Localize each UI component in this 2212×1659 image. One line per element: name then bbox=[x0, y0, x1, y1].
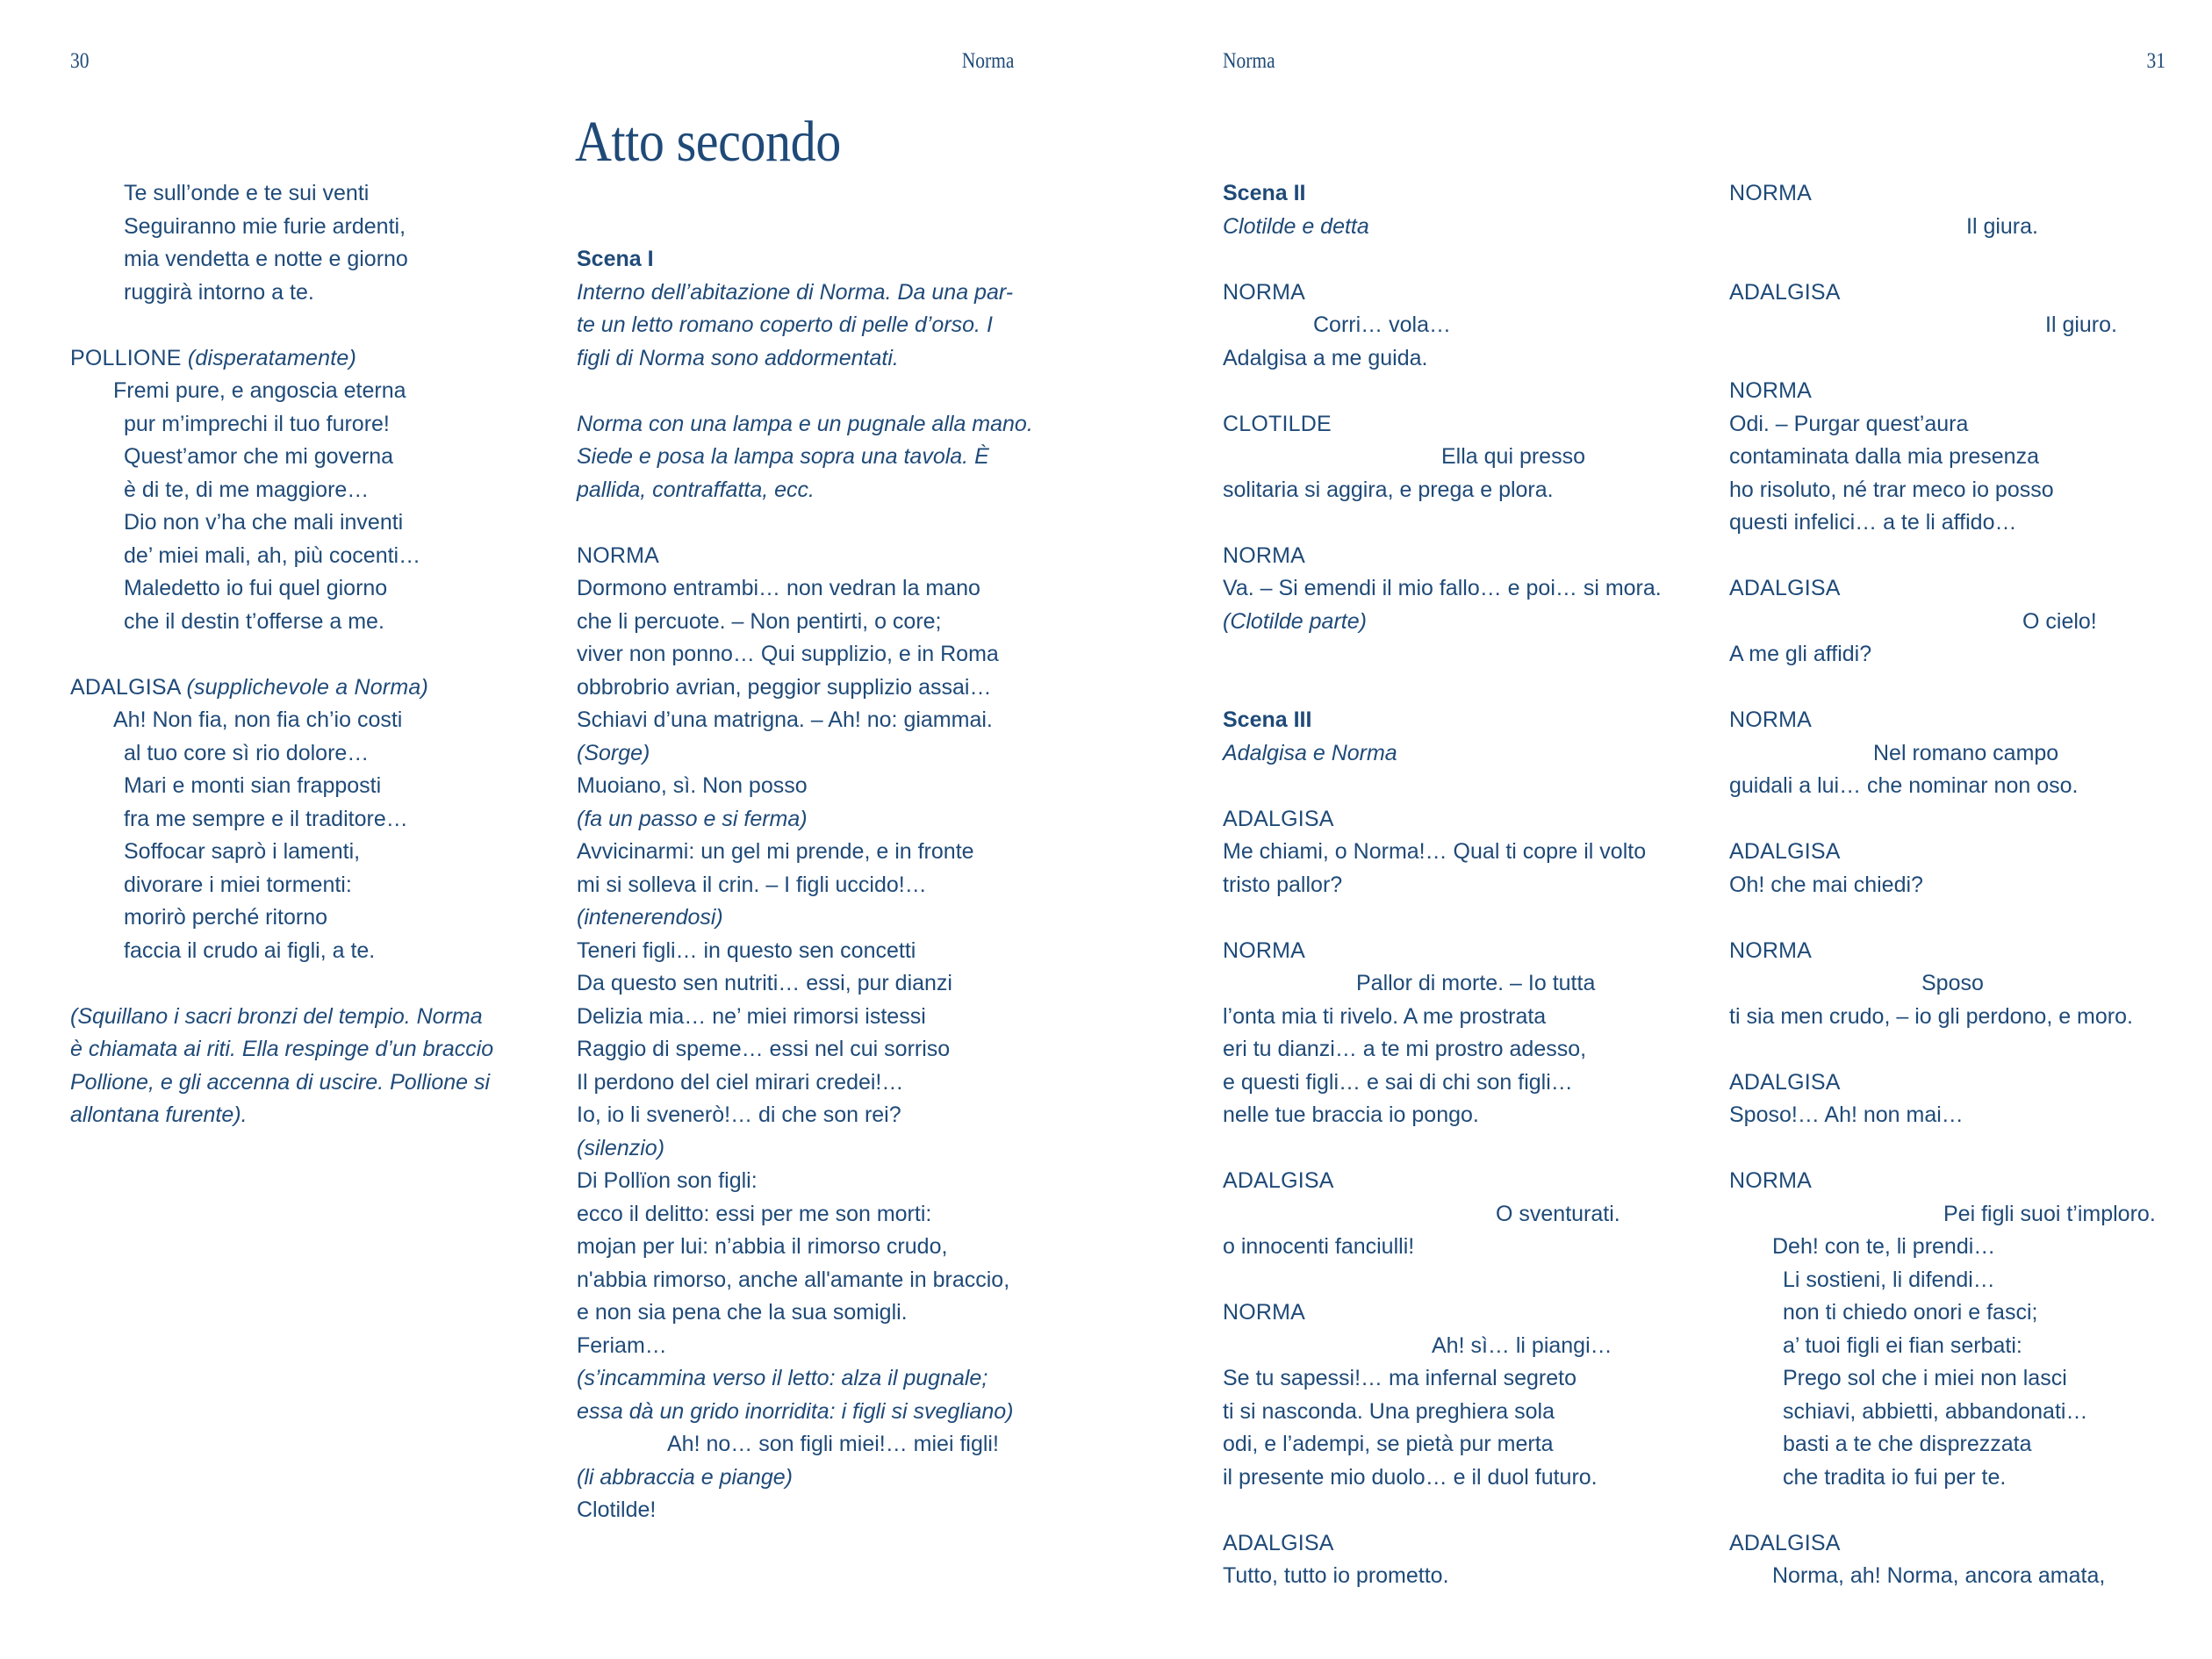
blank-line bbox=[1729, 1033, 2203, 1066]
verse-line: Clotilde! bbox=[577, 1497, 657, 1522]
speaker-label: POLLIONE bbox=[70, 345, 182, 370]
speaker-label: NORMA bbox=[1223, 279, 1306, 305]
verse-line: morirò perché ritorno bbox=[124, 905, 328, 930]
blank-line bbox=[70, 309, 527, 342]
speaker-name bbox=[1729, 375, 2203, 408]
blank-line bbox=[1729, 342, 2203, 376]
verse-line: Oh! che mai chiedi? bbox=[1729, 872, 1923, 897]
blank-line bbox=[1223, 506, 1697, 540]
text-column-4 bbox=[1729, 177, 2203, 1593]
blank-line bbox=[1223, 243, 1697, 276]
blank-line bbox=[1223, 1494, 1697, 1527]
verse-line: è di te, di me maggiore… bbox=[124, 477, 370, 502]
speaker-label: ADALGISA bbox=[1223, 806, 1334, 831]
stage-direction: è chiamata ai riti. Ella respinge d’un braccio bbox=[70, 1037, 494, 1061]
speaker-name bbox=[1223, 1527, 1697, 1561]
stage-direction: Pollione, e gli accenna di uscire. Pollione si bbox=[70, 1069, 491, 1095]
verse-line: Dormono entrambi… non vedran la mano bbox=[577, 576, 980, 600]
verse-line: Deh! con te, li prendi… bbox=[1772, 1234, 1996, 1259]
verse-line: eri tu dianzi… a te mi prostro adesso, bbox=[1223, 1037, 1587, 1061]
speaker-label: ADALGISA bbox=[70, 674, 181, 700]
speaker-label: ADALGISA bbox=[1729, 576, 1841, 600]
text-column-3 bbox=[1223, 177, 1697, 1593]
verse-line: che li percuote. – Non pentirti, o core; bbox=[577, 608, 942, 634]
speaker-name bbox=[1729, 704, 2203, 737]
verse-line: ruggirà intorno a te. bbox=[124, 279, 314, 305]
verse-line: mi si solleva il crin. – I figli uccido!… bbox=[577, 872, 927, 897]
verse-line: Va. – Si emendi il mio fallo… e poi… si mora. bbox=[1223, 576, 1662, 600]
verse-line: obbrobrio avrian, peggior supplizio assai… bbox=[577, 674, 992, 700]
stage-direction: figli di Norma sono addormentati. bbox=[577, 345, 899, 370]
speaker-label: NORMA bbox=[1223, 1300, 1306, 1325]
speaker-label: NORMA bbox=[577, 542, 660, 568]
blank-line bbox=[1223, 375, 1697, 408]
verse-line: Il giura. bbox=[1966, 213, 2038, 239]
speaker-name bbox=[1729, 1527, 2203, 1561]
blank-line bbox=[1729, 672, 2203, 705]
verse-line: al tuo core sì rio dolore… bbox=[124, 740, 370, 765]
stage-direction: Norma con una lampa e un pugnale alla mano. bbox=[577, 411, 1033, 436]
scene-heading: Scena I bbox=[577, 247, 654, 271]
verse-line: Mari e monti sian frapposti bbox=[124, 773, 382, 798]
speaker-name bbox=[70, 342, 527, 376]
scene-heading: Scena II bbox=[1223, 181, 1306, 205]
speaker-name bbox=[1729, 572, 2203, 606]
speaker-label: NORMA bbox=[1729, 707, 1813, 732]
verse-line: e non sia pena che la sua somigli. bbox=[577, 1300, 908, 1325]
verse-line: Maledetto io fui quel giorno bbox=[124, 576, 388, 600]
stage-direction: essa dà un grido inorridita: i figli si svegliano) bbox=[577, 1398, 1014, 1424]
stage-direction: (intenerendosi) bbox=[577, 905, 723, 930]
verse-line: mojan per lui: n’abbia il rimorso crudo, bbox=[577, 1234, 948, 1259]
verse-line: Ella qui presso bbox=[1441, 444, 1585, 469]
verse-line: Dio non v’ha che mali inventi bbox=[124, 510, 404, 535]
stage-direction: (Sorge) bbox=[577, 740, 650, 765]
text-column-1 bbox=[70, 177, 527, 1132]
stage-direction: Siede e posa la lampa sopra una tavola. È bbox=[577, 444, 989, 469]
verse-line: faccia il crudo ai figli, a te. bbox=[124, 937, 376, 963]
verse-line: ho risoluto, né trar meco io posso bbox=[1729, 477, 2054, 502]
verse-line: Pallor di morte. – Io tutta bbox=[1356, 971, 1596, 995]
verse-line: Corri… vola… bbox=[1313, 312, 1451, 337]
verse-line: Te sull’onde e te sui venti bbox=[124, 181, 370, 205]
verse-line: fra me sempre e il traditore… bbox=[124, 806, 408, 831]
speaker-name bbox=[1223, 1296, 1697, 1330]
verse-line: Nel romano campo bbox=[1873, 740, 2059, 765]
verse-line: Raggio di speme… essi nel cui sorriso bbox=[577, 1037, 951, 1061]
speaker-name bbox=[1223, 540, 1697, 573]
verse-line: questi infelici… a te li affido… bbox=[1729, 510, 2017, 535]
verse-line: Sposo!… Ah! non mai… bbox=[1729, 1102, 1964, 1127]
verse-line: Muoiano, sì. Non posso bbox=[577, 773, 808, 798]
verse-line: ecco il delitto: essi per me son morti: bbox=[577, 1201, 932, 1226]
verse-line: Tutto, tutto io prometto. bbox=[1223, 1563, 1449, 1588]
verse-line: a’ tuoi figli ei fian serbati: bbox=[1783, 1332, 2022, 1358]
verse-line: Avvicinarmi: un gel mi prende, e in fronte bbox=[577, 839, 974, 864]
blank-line bbox=[577, 506, 1033, 540]
verse-line: Pei figli suoi t’imploro. bbox=[1943, 1201, 2156, 1226]
blank-line bbox=[1729, 1494, 2203, 1527]
verse-line: viver non ponno… Qui supplizio, e in Roma bbox=[577, 642, 999, 666]
verse-line: O sventurati. bbox=[1496, 1201, 1620, 1226]
verse-line: il presente mio duolo… e il duol futuro. bbox=[1223, 1464, 1598, 1490]
verse-line: Feriam… bbox=[577, 1332, 667, 1358]
speaker-name bbox=[1729, 1165, 2203, 1198]
verse-line: nelle tue braccia io pongo. bbox=[1223, 1102, 1479, 1127]
verse-line: Il giuro. bbox=[2045, 312, 2117, 337]
verse-line: ti si nasconda. Una preghiera sola bbox=[1223, 1398, 1555, 1424]
speaker-label: NORMA bbox=[1223, 937, 1306, 963]
verse-line: Odi. – Purgar quest’aura bbox=[1729, 411, 1969, 436]
blank-line bbox=[1729, 243, 2203, 276]
verse-line: che il destin t’offerse a me. bbox=[124, 608, 384, 634]
verse-line: Fremi pure, e angoscia eterna bbox=[113, 378, 406, 403]
verse-line: ti sia men crudo, – io gli perdono, e moro. bbox=[1729, 1003, 2133, 1029]
blank-line bbox=[1729, 803, 2203, 837]
page-number-right: 31 bbox=[2146, 49, 2165, 73]
verse-line: guidali a lui… che nominar non oso. bbox=[1729, 773, 2079, 798]
page-number-left: 30 bbox=[70, 49, 90, 73]
speaker-label: ADALGISA bbox=[1223, 1530, 1334, 1555]
verse-line: Ah! Non fia, non fia ch’io costi bbox=[113, 707, 403, 732]
blank-line bbox=[1223, 901, 1697, 935]
stage-direction: (fa un passo e si ferma) bbox=[577, 806, 808, 831]
running-head-left: Norma bbox=[961, 49, 1014, 73]
verse-line: A me gli affidi? bbox=[1729, 642, 1872, 666]
speaker-label: NORMA bbox=[1729, 378, 1813, 403]
speaker-name bbox=[1223, 1165, 1697, 1198]
verse-line: Soffocar saprò i lamenti, bbox=[124, 839, 361, 864]
verse-line: Il perdono del ciel mirari credei!… bbox=[577, 1069, 904, 1095]
speaker-label: ADALGISA bbox=[1729, 279, 1841, 305]
verse-line: Ah! no… son figli miei!… miei figli! bbox=[667, 1432, 999, 1456]
speaker-label: ADALGISA bbox=[1729, 1530, 1841, 1555]
scene-heading: Scena III bbox=[1223, 707, 1312, 732]
act-title: Atto secondo bbox=[575, 110, 841, 174]
speaker-name bbox=[1729, 836, 2203, 869]
stage-direction: (supplichevole a Norma) bbox=[186, 674, 428, 700]
speaker-name bbox=[1223, 276, 1697, 310]
verse-line: Da questo sen nutriti… essi, pur dianzi bbox=[577, 971, 952, 995]
speaker-label: NORMA bbox=[1729, 181, 1813, 205]
stage-direction: (Clotilde parte) bbox=[1223, 608, 1367, 634]
stage-direction: pallida, contraffatta, ecc. bbox=[577, 477, 815, 502]
speaker-label: CLOTILDE bbox=[1223, 411, 1332, 436]
verse-line: Ah! sì… li piangi… bbox=[1432, 1332, 1612, 1358]
blank-line bbox=[70, 967, 527, 1001]
blank-line bbox=[1223, 672, 1697, 705]
blank-line bbox=[1729, 1132, 2203, 1166]
verse-line: O cielo! bbox=[2022, 608, 2097, 634]
verse-line: che tradita io fui per te. bbox=[1783, 1464, 2007, 1490]
verse-line: Di Pollïon son figli: bbox=[577, 1168, 758, 1193]
stage-direction: (disperatamente) bbox=[187, 345, 356, 370]
verse-line: n'abbia rimorso, anche all'amante in braccio, bbox=[577, 1267, 1010, 1292]
speaker-name bbox=[1729, 935, 2203, 968]
verse-line: Quest’amor che mi governa bbox=[124, 444, 394, 469]
verse-line: Io, io li svenerò!… di che son rei? bbox=[577, 1102, 901, 1127]
stage-direction: Interno dell’abitazione di Norma. Da una par- bbox=[577, 279, 1014, 305]
verse-line: Prego sol che i miei non lasci bbox=[1783, 1366, 2067, 1390]
blank-line bbox=[1223, 638, 1697, 672]
speaker-name bbox=[1223, 408, 1697, 442]
speaker-label: NORMA bbox=[1223, 542, 1306, 568]
verse-line: de’ miei mali, ah, più cocenti… bbox=[124, 542, 421, 568]
verse-line: Teneri figli… in questo sen concetti bbox=[577, 937, 916, 963]
verse-line: tristo pallor? bbox=[1223, 872, 1343, 897]
blank-line bbox=[1223, 770, 1697, 803]
verse-line: Delizia mia… ne’ miei rimorsi istessi bbox=[577, 1003, 926, 1029]
blank-line bbox=[577, 375, 1033, 408]
stage-direction: (li abbraccia e piange) bbox=[577, 1464, 793, 1490]
speaker-label: ADALGISA bbox=[1223, 1168, 1334, 1193]
verse-line: Adalgisa a me guida. bbox=[1223, 345, 1428, 370]
verse-line: Se tu sapessi!… ma infernal segreto bbox=[1223, 1366, 1576, 1390]
speaker-name bbox=[1729, 276, 2203, 310]
blank-line bbox=[1729, 901, 2203, 935]
verse-line: Norma, ah! Norma, ancora amata, bbox=[1772, 1563, 2106, 1588]
speaker-name bbox=[1223, 935, 1697, 968]
speaker-name bbox=[70, 672, 527, 705]
speaker-name bbox=[577, 540, 1033, 573]
blank-line bbox=[1223, 1264, 1697, 1297]
verse-line: Me chiami, o Norma!… Qual ti copre il volto bbox=[1223, 839, 1647, 864]
blank-line bbox=[1223, 1132, 1697, 1166]
stage-direction: (s’incammina verso il letto: alza il pugnale; bbox=[577, 1366, 988, 1390]
verse-line: contaminata dalla mia presenza bbox=[1729, 444, 2039, 469]
verse-line: Sposo bbox=[1921, 971, 1984, 995]
verse-line: solitaria si aggira, e prega e plora. bbox=[1223, 477, 1554, 502]
verse-line: divorare i miei tormenti: bbox=[124, 872, 352, 897]
speaker-label: ADALGISA bbox=[1729, 1069, 1841, 1095]
stage-direction: (silenzio) bbox=[577, 1135, 665, 1160]
verse-line: basti a te che disprezzata bbox=[1783, 1432, 2032, 1456]
stage-direction: te un letto romano coperto di pelle d’orso. I bbox=[577, 312, 993, 337]
speaker-name bbox=[1223, 803, 1697, 837]
verse-line: mia vendetta e notte e giorno bbox=[124, 247, 408, 271]
speaker-label: NORMA bbox=[1729, 937, 1813, 963]
blank-line bbox=[1729, 540, 2203, 573]
verse-line: Li sostieni, li difendi… bbox=[1783, 1267, 1995, 1292]
stage-direction: Adalgisa e Norma bbox=[1223, 740, 1397, 765]
verse-line: odi, e l’adempi, se pietà pur merta bbox=[1223, 1432, 1554, 1456]
stage-direction: allontana furente). bbox=[70, 1102, 248, 1127]
verse-line: Seguiranno mie furie ardenti, bbox=[124, 213, 406, 239]
verse-line: non ti chiedo onori e fasci; bbox=[1783, 1300, 2038, 1325]
stage-direction: (Squillano i sacri bronzi del tempio. Norma bbox=[70, 1003, 483, 1029]
verse-line: schiavi, abbietti, abbandonati… bbox=[1783, 1398, 2088, 1424]
speaker-name bbox=[1729, 177, 2203, 211]
verse-line: l’onta mia ti rivelo. A me prostrata bbox=[1223, 1003, 1547, 1029]
stage-direction: Clotilde e detta bbox=[1223, 213, 1369, 239]
text-column-2 bbox=[577, 177, 1033, 1527]
speaker-name bbox=[1729, 1066, 2203, 1100]
verse-line: e questi figli… e sai di chi son figli… bbox=[1223, 1069, 1573, 1095]
verse-line: pur m’imprechi il tuo furore! bbox=[124, 411, 390, 436]
speaker-label: ADALGISA bbox=[1729, 839, 1841, 864]
verse-line: o innocenti fanciulli! bbox=[1223, 1234, 1415, 1259]
verse-line: Schiavi d’una matrigna. – Ah! no: giammai. bbox=[577, 707, 993, 732]
blank-line bbox=[70, 638, 527, 672]
running-head-right: Norma bbox=[1223, 49, 1275, 73]
speaker-label: NORMA bbox=[1729, 1168, 1813, 1193]
